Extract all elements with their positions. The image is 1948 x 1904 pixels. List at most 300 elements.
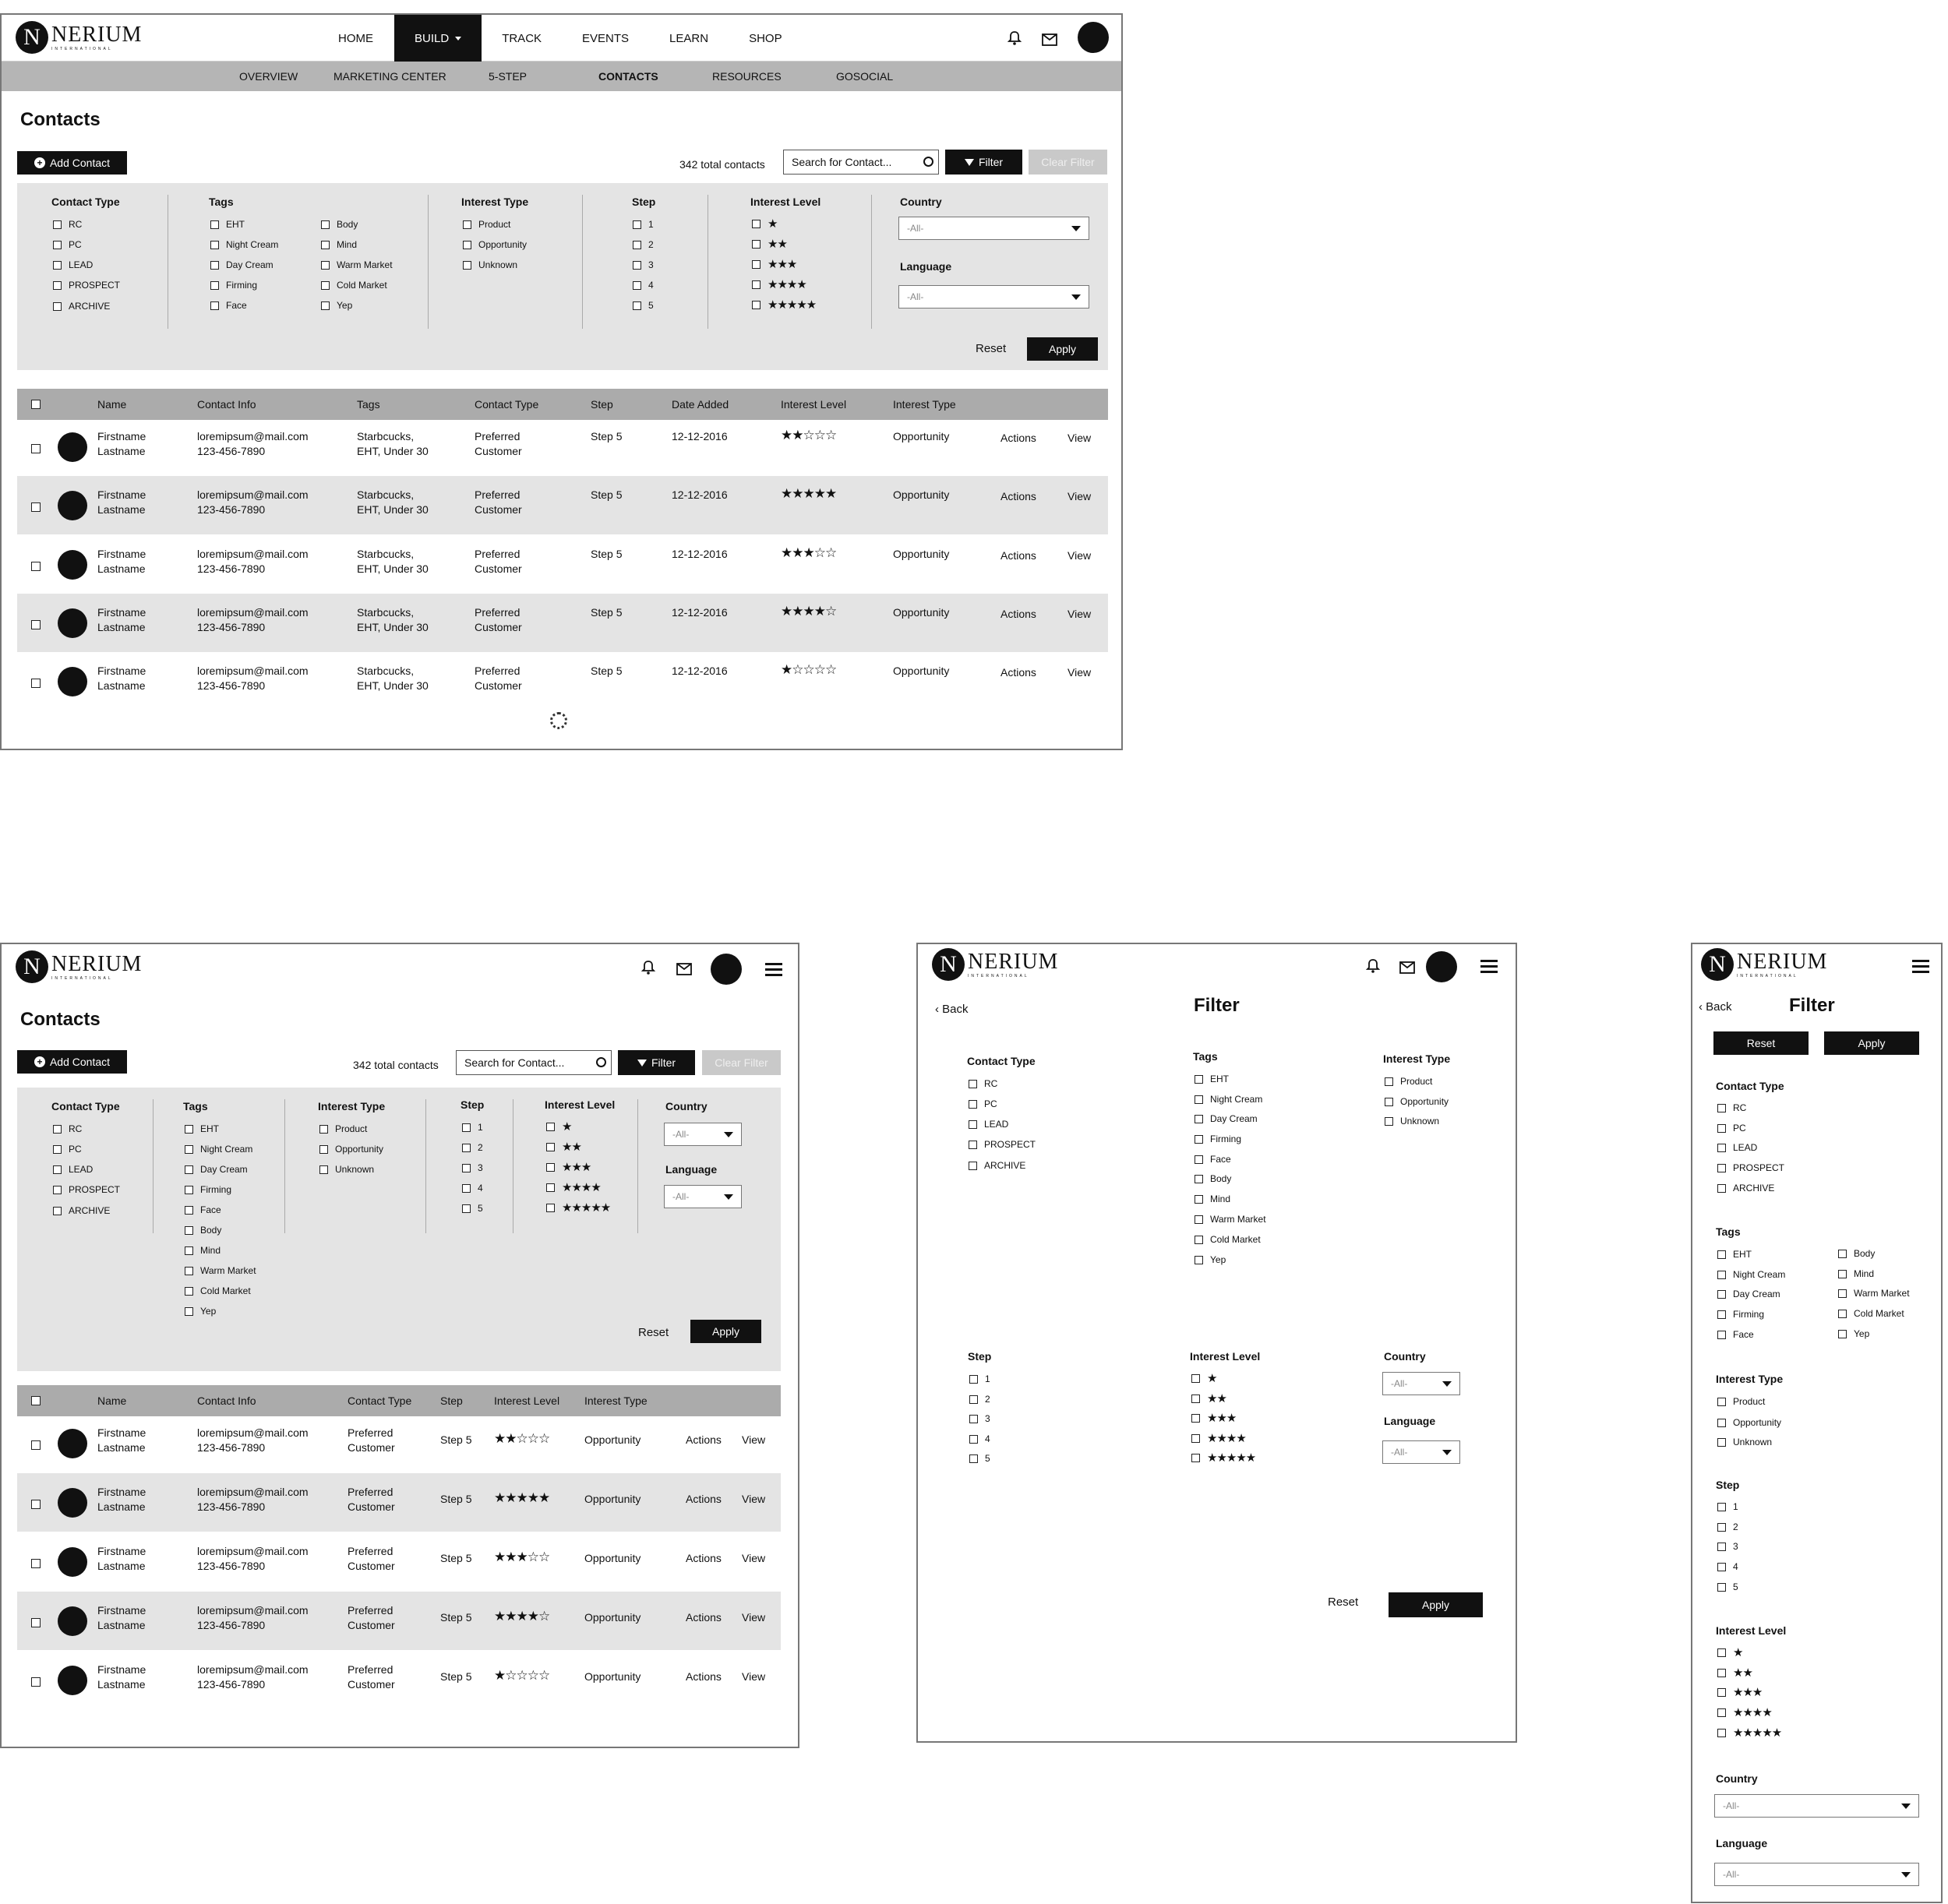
name-cell: Firstname Lastname (97, 606, 146, 633)
star-rating: ★★★★☆ (494, 1609, 550, 1624)
interest-type-product[interactable]: Product (463, 219, 510, 230)
step-3[interactable]: 3 (462, 1162, 483, 1173)
col-contact-type[interactable]: Contact Type (475, 398, 539, 411)
step-4[interactable]: 4 (633, 280, 654, 291)
interest-level-5[interactable]: ★★★★★ (546, 1202, 610, 1214)
table-row[interactable] (17, 476, 1108, 534)
tag-warm-market[interactable]: Warm Market (321, 259, 393, 270)
interest-level-1[interactable]: ★ (1191, 1373, 1216, 1384)
interest-level-4[interactable]: ★★★★ (752, 279, 806, 291)
tag-night-cream[interactable]: Night Cream (185, 1144, 252, 1155)
tablet-frame (0, 943, 799, 1748)
col-interest-type[interactable]: Interest Type (584, 1395, 648, 1407)
step-3[interactable]: 3 (1717, 1541, 1738, 1552)
mail-icon[interactable] (1399, 960, 1415, 975)
mail-icon[interactable] (1042, 32, 1057, 48)
tag-eht[interactable]: EHT (185, 1123, 219, 1134)
nav-home[interactable] (317, 15, 394, 62)
reset-button[interactable]: Reset (638, 1326, 669, 1339)
actions-link[interactable]: Actions (686, 1433, 722, 1446)
contact-type-cell: Preferred Customer (475, 606, 522, 633)
subnav-contacts[interactable]: CONTACTS (598, 70, 658, 83)
step-5[interactable]: 5 (1717, 1581, 1738, 1592)
step-2[interactable]: 2 (969, 1394, 990, 1405)
step-5[interactable]: 5 (462, 1203, 483, 1214)
filter-label: Filter (978, 156, 1004, 168)
col-name[interactable]: Name (97, 1395, 127, 1407)
step-cell: Step 5 (440, 1493, 472, 1505)
search-icon[interactable] (923, 157, 933, 167)
tag-yep[interactable]: Yep (185, 1306, 216, 1317)
interest-level-4[interactable]: ★★★★ (1191, 1433, 1246, 1444)
contact-type-lead[interactable]: LEAD (1717, 1142, 1757, 1153)
chevron-down-icon (1442, 1381, 1452, 1387)
step-heading: Step (461, 1098, 485, 1111)
contact-type-cell: Preferred Customer (348, 1663, 395, 1691)
actions-link[interactable]: Actions (1000, 666, 1036, 679)
nerium-logo[interactable] (932, 948, 1058, 981)
nerium-logo[interactable] (16, 950, 142, 983)
divider (153, 1099, 154, 1233)
avatar (58, 667, 87, 696)
col-interest-type[interactable]: Interest Type (893, 398, 956, 411)
actions-link[interactable]: Actions (686, 1493, 722, 1505)
tags-heading: Tags (209, 196, 234, 208)
row-checkbox[interactable] (31, 679, 41, 688)
apply-button[interactable]: Apply (1824, 1031, 1919, 1055)
table-row[interactable] (17, 1473, 781, 1532)
tag-mind[interactable]: Mind (321, 239, 357, 250)
view-link[interactable]: View (1068, 549, 1092, 562)
contact-type-cell: Preferred Customer (475, 488, 522, 516)
select-all-checkbox[interactable] (31, 400, 41, 409)
tag-yep[interactable]: Yep (1838, 1328, 1869, 1339)
funnel-icon (965, 159, 974, 166)
contact-type-rc[interactable]: RC (53, 1123, 82, 1134)
nerium-logo[interactable] (16, 21, 142, 54)
actions-link[interactable]: Actions (686, 1611, 722, 1624)
page-title: Contacts (20, 109, 101, 130)
step-2[interactable]: 2 (633, 239, 654, 250)
tag-cold-market[interactable]: Cold Market (185, 1285, 251, 1296)
back-link[interactable]: ‹ Back (935, 1003, 969, 1016)
filter-button[interactable] (945, 150, 1022, 175)
hamburger-icon[interactable] (765, 963, 782, 977)
actions-link[interactable]: Actions (1000, 549, 1036, 562)
nav-events[interactable] (562, 15, 649, 62)
interest-level-3[interactable]: ★★★ (1191, 1412, 1236, 1424)
contact-type-cell: Preferred Customer (348, 1426, 395, 1454)
contact-type-cell: Preferred Customer (475, 665, 522, 692)
contact-type-prospect[interactable]: PROSPECT (53, 1184, 120, 1195)
avatar (58, 1488, 87, 1518)
tag-day-cream[interactable]: Day Cream (1717, 1289, 1780, 1299)
tag-face[interactable]: Face (1195, 1154, 1231, 1165)
country-heading: Country (900, 196, 942, 208)
actions-link[interactable]: Actions (686, 1552, 722, 1564)
step-2[interactable]: 2 (462, 1142, 483, 1153)
contact-type-archive[interactable]: ARCHIVE (1717, 1183, 1774, 1194)
row-checkbox[interactable] (31, 1500, 41, 1509)
interest-type-unknown[interactable]: Unknown (463, 259, 517, 270)
row-checkbox[interactable] (31, 444, 41, 453)
filter-frame-tablet (916, 943, 1517, 1743)
step-1[interactable]: 1 (969, 1373, 990, 1384)
view-link[interactable]: View (742, 1433, 766, 1446)
col-step[interactable]: Step (440, 1395, 463, 1407)
desktop-frame (0, 13, 1123, 750)
table-row[interactable] (17, 652, 1108, 710)
country-select[interactable]: -All- (1714, 1794, 1919, 1818)
language-select[interactable]: -All- (898, 285, 1089, 309)
interest-type-unknown[interactable]: Unknown (319, 1164, 374, 1175)
add-contact-button[interactable]: + Add Contact (17, 1050, 127, 1074)
view-link[interactable]: View (1068, 608, 1092, 620)
step-cell: Step 5 (440, 1552, 472, 1564)
tag-cold-market[interactable]: Cold Market (1838, 1308, 1904, 1319)
apply-button[interactable]: Apply (690, 1320, 761, 1343)
date-cell: 12-12-2016 (672, 430, 728, 443)
tag-firming[interactable]: Firming (1717, 1309, 1764, 1320)
step-1[interactable]: 1 (633, 219, 654, 230)
col-contact-info[interactable]: Contact Info (197, 1395, 256, 1407)
subnav-5-step[interactable]: 5-STEP (489, 70, 528, 83)
row-checkbox[interactable] (31, 1559, 41, 1568)
contact-type-pc[interactable]: PC (1717, 1123, 1746, 1134)
interest-level-heading: Interest Level (750, 196, 821, 208)
interest-level-1[interactable]: ★ (546, 1121, 571, 1133)
avatar (58, 608, 87, 638)
tag-face[interactable]: Face (1717, 1329, 1754, 1340)
brand-sub: INTERNATIONAL (51, 975, 113, 981)
sub-nav (2, 62, 1121, 91)
tag-warm-market[interactable]: Warm Market (1195, 1214, 1266, 1225)
interest-level-1[interactable]: ★ (1717, 1647, 1742, 1659)
col-name[interactable]: Name (97, 398, 127, 411)
country-select[interactable]: -All- (1382, 1372, 1460, 1395)
view-link[interactable]: View (1068, 490, 1092, 502)
contact-type-archive[interactable]: ARCHIVE (53, 301, 110, 312)
row-checkbox[interactable] (31, 562, 41, 571)
tags-heading: Tags (1716, 1225, 1741, 1238)
tag-body[interactable]: Body (185, 1225, 221, 1236)
country-heading: Country (1384, 1350, 1426, 1363)
interest-level-5[interactable]: ★★★★★ (752, 299, 816, 311)
apply-button[interactable]: Apply (1389, 1592, 1483, 1617)
interest-level-3[interactable]: ★★★ (752, 259, 796, 270)
actions-link[interactable]: Actions (1000, 490, 1036, 502)
step-cell: Step 5 (591, 430, 623, 443)
brand-sub: INTERNATIONAL (1737, 973, 1798, 978)
divider (428, 195, 429, 329)
row-checkbox[interactable] (31, 1677, 41, 1687)
hamburger-icon[interactable] (1480, 960, 1498, 974)
search-input[interactable]: Search for Contact... (456, 1050, 612, 1075)
actions-link[interactable]: Actions (686, 1670, 722, 1683)
tag-body[interactable]: Body (1838, 1248, 1875, 1259)
search-input[interactable] (783, 150, 939, 175)
language-select[interactable]: -All- (1714, 1863, 1919, 1886)
step-2[interactable]: 2 (1717, 1521, 1738, 1532)
tags-cell: Starbcucks, EHT, Under 30 (357, 665, 429, 692)
chevron-down-icon (1071, 226, 1081, 231)
view-link[interactable]: View (742, 1493, 766, 1505)
tag-eht[interactable]: EHT (1195, 1074, 1229, 1084)
interest-type-unknown[interactable]: Unknown (1717, 1437, 1772, 1447)
interest-type-unknown[interactable]: Unknown (1385, 1116, 1439, 1127)
header (2, 944, 798, 991)
row-checkbox[interactable] (31, 620, 41, 629)
contact-type-rc[interactable]: RC (1717, 1102, 1746, 1113)
add-contact-label: Add Contact (49, 157, 111, 169)
subnav-overview[interactable]: OVERVIEW (239, 70, 298, 83)
table-row[interactable] (17, 535, 1108, 594)
interest-level-heading: Interest Level (1190, 1350, 1261, 1363)
bell-icon[interactable] (1365, 958, 1381, 974)
hamburger-icon[interactable] (1912, 960, 1929, 974)
interest-level-3[interactable]: ★★★ (546, 1162, 591, 1173)
nerium-logo[interactable] (1701, 948, 1827, 981)
country-select[interactable]: -All- (664, 1123, 742, 1146)
bell-icon[interactable] (641, 960, 656, 975)
interest-level-2[interactable]: ★★ (1717, 1667, 1752, 1679)
col-tags[interactable]: Tags (357, 398, 380, 411)
tags-heading: Tags (183, 1100, 208, 1112)
tag-yep[interactable]: Yep (1195, 1254, 1226, 1265)
filter-frame-mobile (1691, 943, 1943, 1903)
date-cell: 12-12-2016 (672, 488, 728, 501)
divider (871, 195, 872, 329)
interest-type-opportunity[interactable]: Opportunity (319, 1144, 383, 1155)
nav-learn-label: LEARN (669, 31, 709, 45)
brand-sub: INTERNATIONAL (968, 973, 1029, 978)
clear-filter-button[interactable] (1029, 150, 1107, 175)
tag-cold-market[interactable]: Cold Market (1195, 1234, 1261, 1245)
name-cell: Firstname Lastname (97, 1486, 146, 1513)
contact-type-heading: Contact Type (51, 196, 120, 208)
nav-shop[interactable] (729, 15, 803, 62)
country-select[interactable]: -All- (898, 217, 1089, 240)
tag-warm-market[interactable]: Warm Market (1838, 1288, 1910, 1299)
tag-warm-market[interactable]: Warm Market (185, 1265, 256, 1276)
star-rating: ★★★☆☆ (494, 1550, 550, 1564)
user-avatar[interactable] (1426, 951, 1457, 982)
user-avatar[interactable] (1078, 22, 1109, 53)
col-interest-level[interactable]: Interest Level (781, 398, 847, 411)
interest-type-cell: Opportunity (893, 430, 950, 443)
row-checkbox[interactable] (31, 1440, 41, 1450)
tag-body[interactable]: Body (321, 219, 358, 230)
col-date-added[interactable]: Date Added (672, 398, 729, 411)
apply-button[interactable]: Apply (1027, 337, 1098, 361)
tag-night-cream[interactable]: Night Cream (210, 239, 278, 250)
plus-circle-icon: + (34, 1056, 45, 1067)
tag-face[interactable]: Face (210, 300, 247, 311)
actions-link[interactable]: Actions (1000, 608, 1036, 620)
contact-type-pc[interactable]: PC (53, 239, 82, 250)
table-row[interactable] (17, 594, 1108, 652)
tag-body[interactable]: Body (1195, 1173, 1231, 1184)
contact-type-heading: Contact Type (51, 1100, 120, 1112)
chevron-down-icon (1901, 1872, 1911, 1878)
view-link[interactable]: View (742, 1670, 766, 1683)
bell-icon[interactable] (1007, 30, 1022, 46)
back-link[interactable]: ‹ Back (1699, 1000, 1732, 1014)
filter-button[interactable]: Filter (618, 1050, 695, 1075)
language-heading: Language (1716, 1837, 1768, 1849)
avatar (58, 432, 87, 462)
tag-yep[interactable]: Yep (321, 300, 352, 311)
step-4[interactable]: 4 (462, 1183, 483, 1194)
star-rating: ★★★★☆ (781, 604, 837, 619)
tag-day-cream[interactable]: Day Cream (210, 259, 273, 270)
reset-button[interactable]: Reset (1713, 1031, 1809, 1055)
table-row[interactable] (17, 1414, 781, 1472)
step-5[interactable]: 5 (633, 300, 654, 311)
interest-level-4[interactable]: ★★★★ (1717, 1707, 1772, 1719)
tag-cold-market[interactable]: Cold Market (321, 280, 387, 291)
row-checkbox[interactable] (31, 1618, 41, 1627)
tag-firming[interactable]: Firming (210, 280, 257, 291)
interest-type-opportunity[interactable]: Opportunity (463, 239, 527, 250)
contact-type-cell: Preferred Customer (475, 430, 522, 457)
nav-learn[interactable] (649, 15, 729, 62)
contact-type-prospect[interactable]: PROSPECT (53, 280, 120, 291)
select-all-checkbox[interactable] (31, 1396, 41, 1405)
tag-day-cream[interactable]: Day Cream (185, 1164, 248, 1175)
tag-eht[interactable]: EHT (210, 219, 245, 230)
interest-level-5[interactable]: ★★★★★ (1717, 1727, 1781, 1739)
tag-night-cream[interactable]: Night Cream (1195, 1094, 1262, 1105)
table-row[interactable] (17, 418, 1108, 476)
contact-info-cell: loremipsum@mail.com 123-456-7890 (197, 665, 309, 692)
divider (284, 1099, 285, 1233)
nav-shop-label: SHOP (749, 31, 782, 45)
actions-link[interactable]: Actions (1000, 432, 1036, 444)
nav-track-label: TRACK (502, 31, 542, 45)
clear-filter-button[interactable]: Clear Filter (702, 1050, 781, 1075)
tag-mind[interactable]: Mind (185, 1245, 221, 1256)
nav-track[interactable] (482, 15, 562, 62)
nav-home-label: HOME (338, 31, 373, 45)
contact-type-archive[interactable]: ARCHIVE (53, 1205, 110, 1216)
tags-cell: Starbcucks, EHT, Under 30 (357, 430, 429, 457)
star-rating: ★☆☆☆☆ (494, 1668, 550, 1683)
contact-type-lead[interactable]: LEAD (969, 1119, 1008, 1130)
tag-mind[interactable]: Mind (1195, 1194, 1230, 1204)
col-interest-level[interactable]: Interest Level (494, 1395, 560, 1407)
country-heading: Country (1716, 1772, 1758, 1785)
contact-type-pc[interactable]: PC (969, 1098, 997, 1109)
name-cell: Firstname Lastname (97, 1604, 146, 1631)
language-select[interactable]: -All- (1382, 1440, 1460, 1464)
contact-type-rc[interactable]: RC (53, 219, 82, 230)
step-4[interactable]: 4 (1717, 1561, 1738, 1572)
contact-type-prospect[interactable]: PROSPECT (1717, 1162, 1784, 1173)
interest-level-2[interactable]: ★★ (752, 238, 787, 250)
interest-level-2[interactable]: ★★ (1191, 1393, 1226, 1405)
contact-info-cell: loremipsum@mail.com 123-456-7890 (197, 1426, 309, 1454)
step-1[interactable]: 1 (1717, 1501, 1738, 1512)
interest-level-5[interactable]: ★★★★★ (1191, 1452, 1255, 1464)
subnav-gosocial[interactable]: GOSOCIAL (836, 70, 894, 83)
date-cell: 12-12-2016 (672, 665, 728, 677)
tag-firming[interactable]: Firming (185, 1184, 231, 1195)
table-row[interactable] (17, 1592, 781, 1650)
contact-type-prospect[interactable]: PROSPECT (969, 1139, 1036, 1150)
step-1[interactable]: 1 (462, 1122, 483, 1133)
view-link[interactable]: View (1068, 666, 1092, 679)
logo-mark: N (1701, 948, 1734, 981)
step-4[interactable]: 4 (969, 1433, 990, 1444)
row-checkbox[interactable] (31, 502, 41, 512)
logo-mark: N (932, 948, 965, 981)
contact-type-archive[interactable]: ARCHIVE (969, 1160, 1025, 1171)
interest-type-heading: Interest Type (1383, 1052, 1451, 1065)
tag-day-cream[interactable]: Day Cream (1195, 1113, 1258, 1124)
interest-level-4[interactable]: ★★★★ (546, 1182, 601, 1194)
view-link[interactable]: View (1068, 432, 1092, 444)
add-contact-button[interactable] (17, 151, 127, 175)
tag-mind[interactable]: Mind (1838, 1268, 1874, 1279)
interest-type-product[interactable]: Product (1717, 1396, 1765, 1407)
interest-type-product[interactable]: Product (319, 1123, 367, 1134)
contact-type-lead[interactable]: LEAD (53, 1164, 93, 1175)
contact-type-pc[interactable]: PC (53, 1144, 82, 1155)
interest-level-1[interactable]: ★ (752, 218, 777, 230)
col-contact-info[interactable]: Contact Info (197, 398, 256, 411)
interest-level-3[interactable]: ★★★ (1717, 1687, 1762, 1698)
interest-level-2[interactable]: ★★ (546, 1141, 581, 1153)
table-row[interactable] (17, 1651, 781, 1709)
reset-button[interactable]: Reset (1328, 1595, 1359, 1609)
user-avatar[interactable] (711, 954, 742, 985)
date-cell: 12-12-2016 (672, 548, 728, 560)
search-icon[interactable] (596, 1057, 606, 1067)
nav-build-label: BUILD (415, 31, 450, 45)
interest-type-opportunity[interactable]: Opportunity (1385, 1096, 1449, 1107)
nav-build[interactable] (394, 15, 482, 62)
step-3[interactable]: 3 (633, 259, 654, 270)
mail-icon[interactable] (676, 961, 692, 977)
step-5[interactable]: 5 (969, 1453, 990, 1464)
subnav-resources[interactable]: RESOURCES (712, 70, 782, 83)
interest-type-product[interactable]: Product (1385, 1076, 1432, 1087)
reset-button[interactable]: Reset (976, 342, 1007, 355)
step-3[interactable]: 3 (969, 1413, 990, 1424)
col-contact-type[interactable]: Contact Type (348, 1395, 412, 1407)
tag-firming[interactable]: Firming (1195, 1134, 1241, 1144)
contact-type-lead[interactable]: LEAD (53, 259, 93, 270)
star-rating: ★★☆☆☆ (494, 1431, 550, 1446)
interest-type-heading: Interest Type (461, 196, 529, 208)
tag-face[interactable]: Face (185, 1204, 221, 1215)
tag-eht[interactable]: EHT (1717, 1249, 1752, 1260)
tag-night-cream[interactable]: Night Cream (1717, 1269, 1785, 1280)
contact-type-rc[interactable]: RC (969, 1078, 997, 1089)
subnav-marketing-center[interactable]: MARKETING CENTER (333, 70, 446, 83)
view-link[interactable]: View (742, 1611, 766, 1624)
col-step[interactable]: Step (591, 398, 613, 411)
divider (582, 195, 583, 329)
view-link[interactable]: View (742, 1552, 766, 1564)
table-header (17, 389, 1108, 420)
interest-type-cell: Opportunity (893, 665, 950, 677)
table-row[interactable] (17, 1532, 781, 1591)
language-select[interactable]: -All- (664, 1185, 742, 1208)
contact-info-cell: loremipsum@mail.com 123-456-7890 (197, 1545, 309, 1572)
interest-type-opportunity[interactable]: Opportunity (1717, 1417, 1781, 1428)
